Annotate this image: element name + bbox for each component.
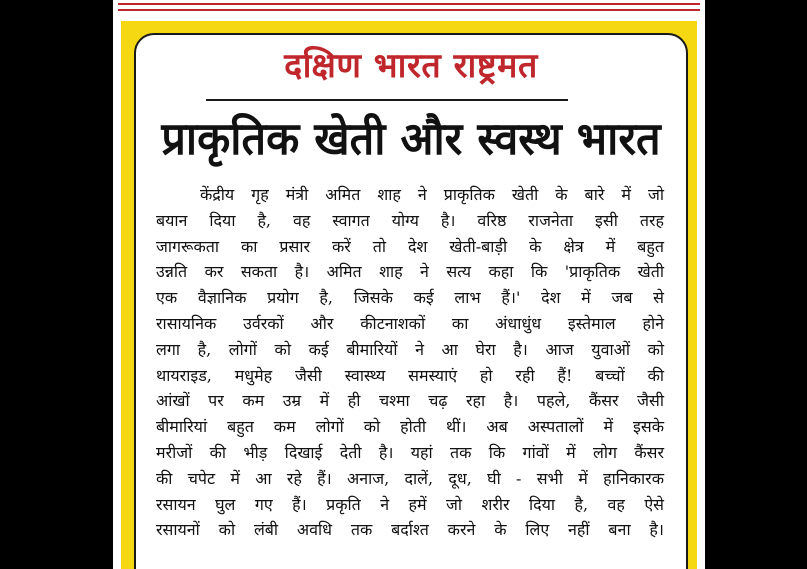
top-rule (118, 9, 700, 11)
article-line: की चपेट में आ रहे हैं। अनाज, दालें, दूध, घी - सभी में हानिकारक (156, 468, 664, 488)
article-line: थायराइड, मधुमेह जैसी स्वास्थ्य समस्याएं हो रही हैं! बच्चों की (156, 365, 664, 385)
article-line: उन्नति कर सकता है। अमित शाह ने सत्य कहा कि 'प्राकृतिक खेती (156, 262, 664, 282)
article-line: रसायनों को लंबी अवधि तक बर्दाश्त करने के लिए नहीं बना है। (156, 520, 664, 540)
article-line: जागरूकता का प्रसार करें तो देश खेती-बाड़ी के क्षेत्र में बहुत (156, 236, 664, 256)
newspaper-page (113, 0, 705, 569)
masthead-underline (206, 99, 568, 101)
article-box (134, 33, 688, 569)
article-line: रासायनिक उर्वरकों और कीटनाशकों का अंधाधुंध इस्तेमाल होने (156, 313, 664, 333)
article-line: आंखों पर कम उम्र में ही चश्मा चढ़ रहा है। पहले, कैंसर जैसी (156, 391, 664, 411)
top-rule (118, 3, 700, 5)
article-headline: प्राकृतिक खेती और स्वस्थ भारत (161, 112, 661, 165)
article-line: केंद्रीय गृह मंत्री अमित शाह ने प्राकृतिक खेती के बारे में जो (200, 185, 664, 204)
article-line: बीमारियां बहुत कम लोगों को होती थीं। अब अस्पतालों में इसके (156, 417, 664, 437)
article-line: रसायन घुल गए हैं। प्रकृति ने हमें जो शरीर दिया है, वह ऐसे (156, 494, 664, 514)
article-line: एक वैज्ञानिक प्रयोग है, जिसके कई लाभ हैं।' देश में जब से (156, 288, 664, 308)
article-line: मरीजों की भीड़ दिखाई देती है। यहां तक कि गांवों में लोग कैंसर (156, 442, 664, 462)
article-line: बयान दिया है, वह स्वागत योग्य है। वरिष्ठ राजनेता इसी तरह (156, 210, 664, 230)
newspaper-masthead: दक्षिण भारत राष्ट्रमत (284, 46, 538, 86)
article-body (156, 182, 664, 543)
article-line: लगा है, लोगों को कई बीमारियों ने आ घेरा है। आज युवाओं को (156, 339, 664, 359)
